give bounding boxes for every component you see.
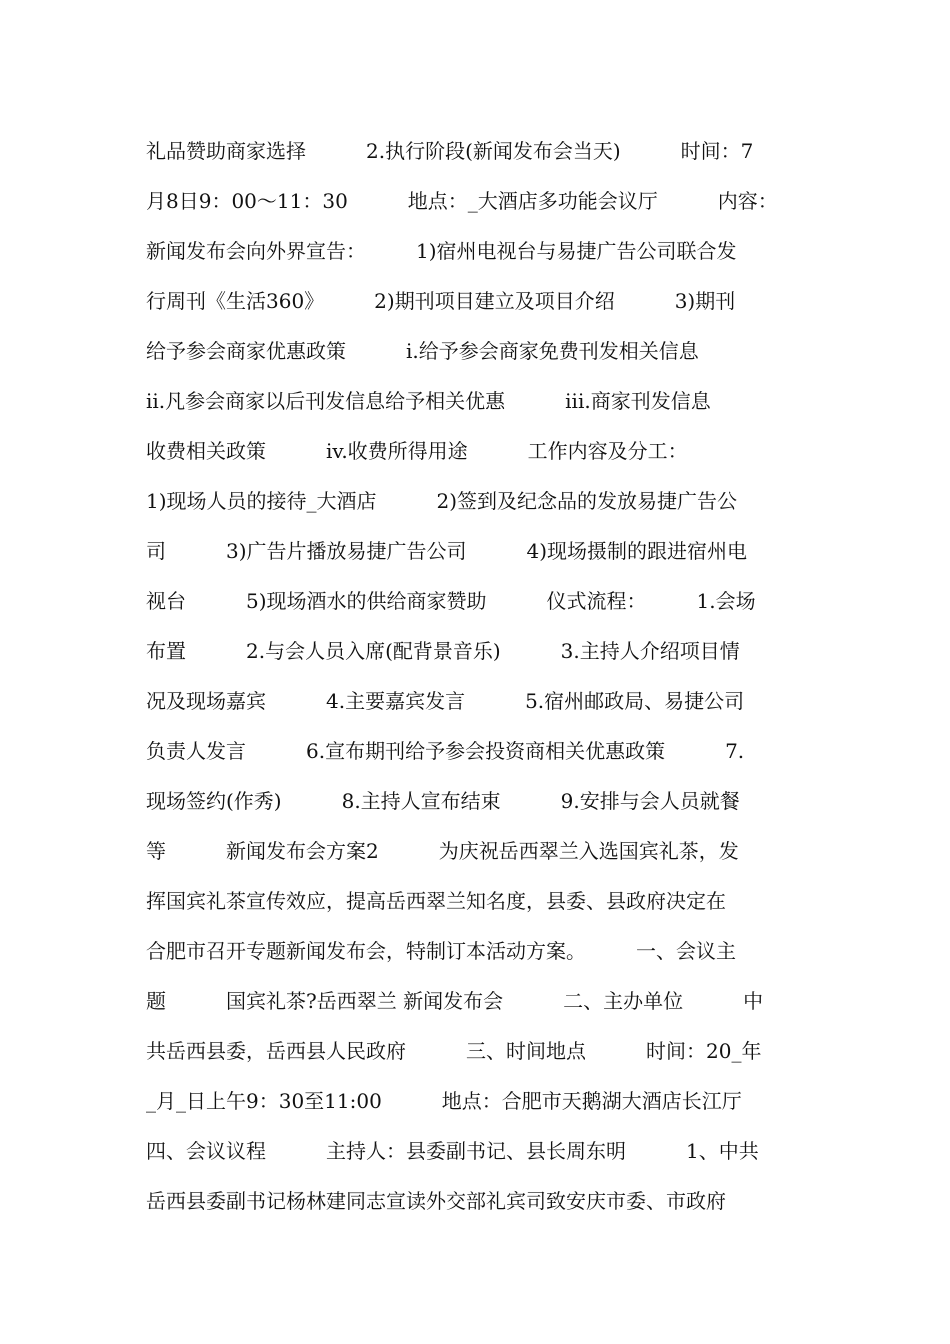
- text-line: 1)现场人员的接待_大酒店 2)签到及纪念品的发放易捷广告公: [146, 489, 738, 513]
- text-line: 挥国宾礼茶宣传效应，提高岳西翠兰知名度，县委、县政府决定在: [146, 889, 726, 913]
- text-line: 布置 2.与会人员入席(配背景音乐) 3.主持人介绍项目情: [146, 639, 740, 663]
- text-line: 等 新闻发布会方案2 为庆祝岳西翠兰入选国宾礼茶，发: [146, 839, 739, 863]
- text-line: ii.凡参会商家以后刊发信息给予相关优惠 iii.商家刊发信息: [146, 389, 711, 413]
- text-line: 题 国宾礼茶?岳西翠兰 新闻发布会 二、主办单位 中: [146, 989, 764, 1013]
- text-line: 司 3)广告片播放易捷广告公司 4)现场摄制的跟进宿州电: [146, 539, 748, 563]
- text-line: 收费相关政策 iv.收费所得用途 工作内容及分工：: [146, 439, 688, 463]
- text-line: 新闻发布会向外界宣告： 1)宿州电视台与易捷广告公司联合发: [146, 239, 737, 263]
- text-line: _月_日上午9：30至11:00 地点：合肥市天鹅湖大酒店长江厅: [146, 1089, 742, 1113]
- text-line: 礼品赞助商家选择 2.执行阶段(新闻发布会当天) 时间：7: [146, 139, 754, 163]
- text-line: 况及现场嘉宾 4.主要嘉宾发言 5.宿州邮政局、易捷公司: [146, 689, 745, 713]
- text-line: 视台 5)现场酒水的供给商家赞助 仪式流程： 1.会场: [146, 589, 756, 613]
- text-line: 岳西县委副书记杨林建同志宣读外交部礼宾司致安庆市委、市政府: [146, 1189, 726, 1213]
- text-line: 合肥市召开专题新闻发布会，特制订本活动方案。 一、会议主: [146, 939, 736, 963]
- text-line: 现场签约(作秀) 8.主持人宣布结束 9.安排与会人员就餐: [146, 789, 740, 813]
- text-line: 月8日9：00～11：30 地点：_大酒店多功能会议厅 内容：: [146, 189, 778, 213]
- text-line: 给予参会商家优惠政策 i.给予参会商家免费刊发相关信息: [146, 339, 699, 363]
- text-line: 四、会议议程 主持人：县委副书记、县长周东明 1、中共: [146, 1139, 759, 1163]
- body-text: [146, 126, 806, 1226]
- text-line: 行周刊《生活360》 2)期刊项目建立及项目介绍 3)期刊: [146, 289, 736, 313]
- text-line: 共岳西县委，岳西县人民政府 三、时间地点 时间：20_年: [146, 1039, 762, 1063]
- text-line: 负责人发言 6.宣布期刊给予参会投资商相关优惠政策 7.: [146, 739, 745, 763]
